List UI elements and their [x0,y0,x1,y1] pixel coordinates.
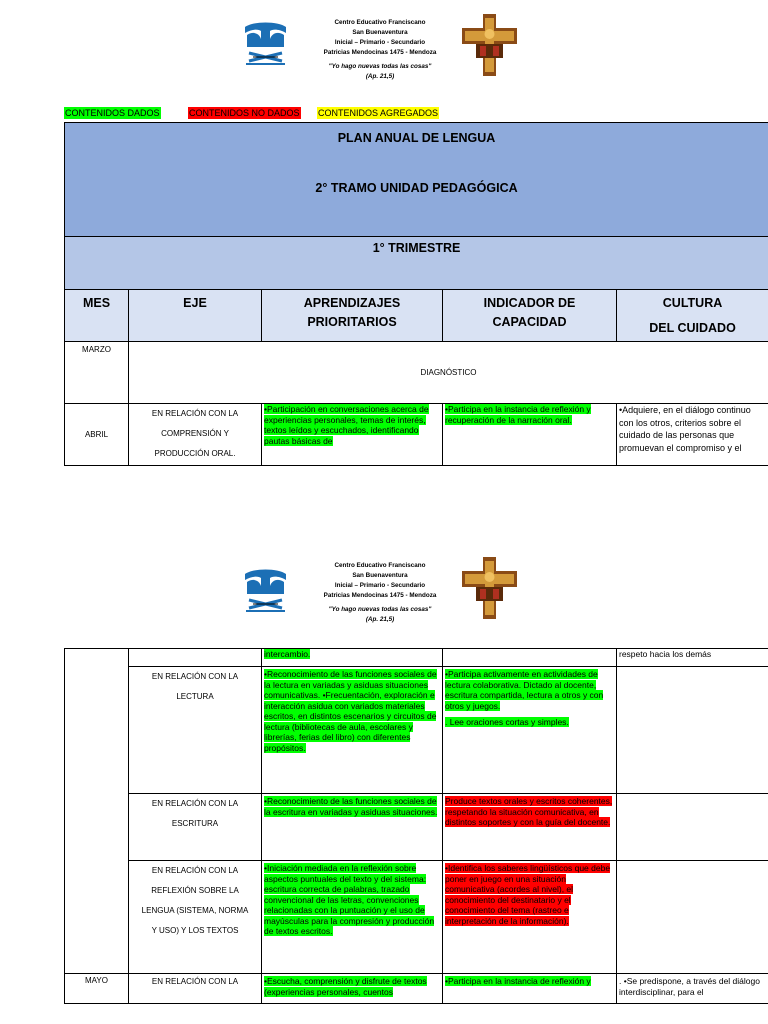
school-info [300,18,460,82]
col-mes: MES [82,296,111,310]
school-levels: Inicial – Primario - Secundario [334,39,426,46]
school-address: Patricias Mendocinas 1475 - Mendoza [323,49,437,56]
col-header-indicador [443,290,617,342]
cultura-text: •Adquiere, en el diálogo continuo con los otros, criterios sobre el cuidado de las personas que promuevan el compromiso y el [619,405,751,453]
plan-title-band [65,123,768,237]
eje-line: EN RELACIÓN CON LA [151,799,239,808]
eje-line: LECTURA [176,692,214,701]
table-row [65,861,768,974]
indicador-text: •Participa en la instancia de reflexión y recuperación de la narración oral. [445,404,591,425]
aprendizaje-text: •Iniciación mediada en la reflexión sobre aspectos puntuales del texto y del sistema: escritura correcta de palabras, trazado convencional de las letras, convenciones relacionadas con la puntuación y el uso de mayúsculas para la compresión y producción de textos escritos. [264,863,435,936]
aprendizaje-cell [262,974,443,1004]
school-name: Centro Educativo Franciscano [334,562,426,569]
table-row [65,667,768,794]
col-aprendizajes-1: APRENDIZAJES [303,296,401,310]
school-name: Centro Educativo Franciscano [334,19,426,26]
diagnostico: DIAGNÓSTICO [420,368,477,377]
cultura-cell [617,861,768,974]
month-mayo [65,974,129,1004]
school-logo [243,17,288,69]
eje-cell [129,667,262,794]
plan-table [64,122,768,466]
cultura-cell [617,649,768,667]
col-indicador-1: INDICADOR DE [483,296,576,310]
eje-cell [129,404,262,466]
indicador-cell [443,404,617,466]
eje-cell [129,794,262,861]
col-header-aprendizajes [262,290,443,342]
plan-table-continued [64,648,768,1004]
legend-not-given: CONTENIDOS NO DADOS [189,108,300,118]
aprendizaje-cell [262,667,443,794]
school-motto-ref: (Ap. 21,5) [365,73,395,80]
eje-cell [129,861,262,974]
month-label: MARZO [82,345,111,354]
cultura-cell [617,974,768,1004]
plan-tramo: 2° TRAMO UNIDAD PEDAGÓGICA [315,181,518,195]
month-cell-empty [65,649,129,974]
indicador-cell [443,861,617,974]
col-header-eje [129,290,262,342]
eje-line: PRODUCCIÓN ORAL. [154,449,236,458]
school-levels: Inicial – Primario - Secundario [334,582,426,589]
month-marzo [65,342,129,404]
diagnostico-cell [129,342,768,404]
indicador-text: •Participa en la instancia de reflexión y [445,976,591,986]
aprendizaje-cell [262,649,443,667]
eje-line: EN RELACIÓN CON LA [151,672,239,681]
eje-cell [129,649,262,667]
eje-line: ESCRITURA [171,819,219,828]
school-motto: "Yo hago nuevas todas las cosas" [328,606,432,613]
school-logo [243,564,288,616]
aprendizaje-cell [262,794,443,861]
month-label: MAYO [85,976,108,985]
month-label: ABRIL [84,430,109,439]
col-header-cultura [617,290,768,342]
school-sub: San Buenaventura [352,29,408,36]
trimester-band [65,237,768,290]
aprendizaje-text: •Participación en conversaciones acerca de experiencias personales, temas de interés, textos leídos y escuchados, identificando pautas básicas de [264,404,429,446]
eje-line: EN RELACIÓN CON LA [151,409,239,418]
indicador-text: •Participa activamente en actividades de lectura colaborativa. Dictado al docente, escritura compartida, lectura a otros y con otros y juegos. [445,669,604,711]
cultura-cell [617,667,768,794]
school-motto: "Yo hago nuevas todas las cosas" [328,63,432,70]
plan-title: PLAN ANUAL DE LENGUA [337,131,496,145]
aprendizaje-text: •Reconocimiento de las funciones sociales de la lectura en variadas y asiduas situaciones comunicativas. •Frecuentación, exploración e interacción asidua con variados materiales escritos, en distintos escenarios y circuitos de lectura (bibliotecas de aula, escolares y librerías, ferias del libro) con diferentes propósitos. [264,669,437,753]
cultura-text: . •Se predispone, a través del diálogo interdisciplinar, para el [619,976,760,997]
indicador-cell [443,974,617,1004]
col-indicador-2: CAPACIDAD [492,315,567,329]
eje-line: Y USO) Y LOS TEXTOS [151,926,239,935]
aprendizaje-text: •Reconocimiento de las funciones sociales de la escritura en variadas y asiduas situaciones. [264,796,438,817]
cultura-text: respeto hacia los demás [619,649,712,659]
eje-line: REFLEXIÓN SOBRE LA [151,886,239,895]
indicador-text: Produce textos orales y escritos coherentes, respetando la situación comunicativa, en distintos soportes y con la guía del docente. [445,796,613,827]
page2-header [0,555,768,655]
aprendizaje-text: intercambio. [264,649,311,659]
table-row [65,404,768,466]
school-motto-ref: (Ap. 21,5) [365,616,395,623]
eje-line: COMPRENSIÓN Y [161,429,229,438]
cultura-cell [617,794,768,861]
table-row [65,974,768,1004]
eje-line: LENGUA (SISTEMA, NORMA [141,906,249,915]
legend-added: CONTENIDOS AGREGADOS [318,108,439,118]
san-damiano-cross-icon [462,14,517,76]
school-sub: San Buenaventura [352,572,408,579]
school-info [300,561,460,625]
table-row [65,794,768,861]
san-damiano-cross-icon [462,557,517,619]
col-aprendizajes-2: PRIORITARIOS [307,315,397,329]
aprendizaje-cell [262,861,443,974]
aprendizaje-cell [262,404,443,466]
table-row [65,342,768,404]
table-row [65,649,768,667]
indicador-cell [443,649,617,667]
legend-given: CONTENIDOS DADOS [65,108,160,118]
indicador-cell [443,667,617,794]
aprendizaje-text: •Escucha, comprensión y disfrute de textos (experiencias personales, cuentos [264,976,427,997]
col-eje: EJE [183,296,207,310]
indicador-cell [443,794,617,861]
page1-header [0,8,768,108]
eje-line: EN RELACIÓN CON LA [151,866,239,875]
eje-cell [129,974,262,1004]
indicador-text: •Identifica los saberes lingüísticos que debe poner en juego en una situación comunicativa (acordes al nivel), el conocimiento del destinatario y el conocimiento del tema (rastreo e interpretación de la información). [445,863,611,926]
school-address: Patricias Mendocinas 1475 - Mendoza [323,592,437,599]
eje-line: EN RELACIÓN CON LA [151,977,239,986]
month-abril [65,404,129,466]
col-cultura-1: CULTURA [662,296,723,310]
indicador-text: . Lee oraciones cortas y simples. [445,717,569,727]
cultura-cell [617,404,768,466]
trimester-title: 1° TRIMESTRE [372,241,461,255]
col-cultura-2: DEL CUIDADO [649,321,736,335]
col-header-mes [65,290,129,342]
